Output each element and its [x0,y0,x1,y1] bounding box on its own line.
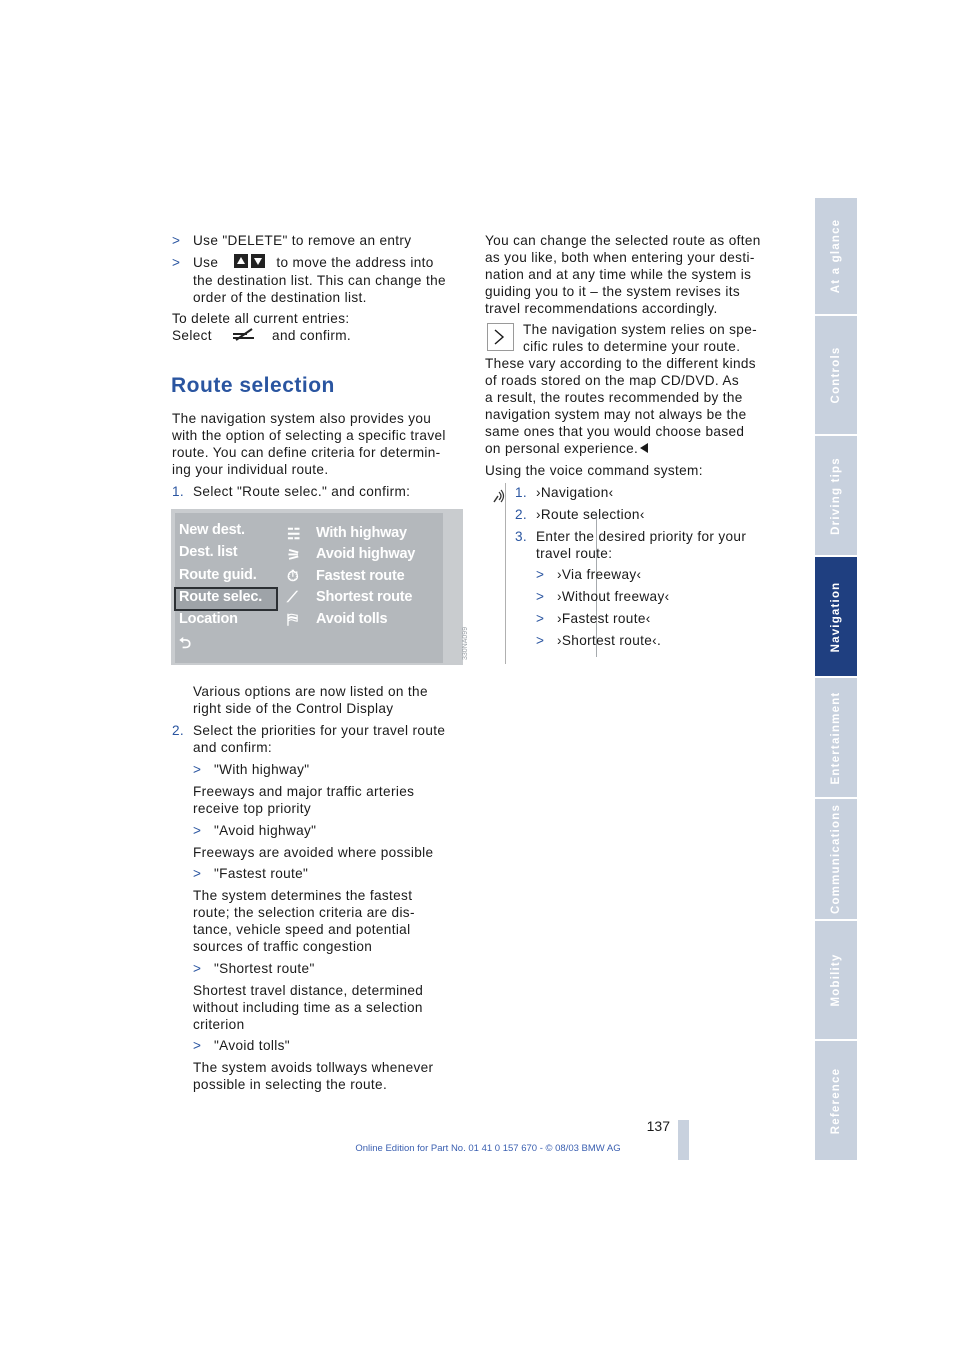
bullet-arrow-icon: > [193,866,202,881]
step-2 [172,722,472,756]
bullet-arrow-icon: > [172,233,181,248]
step-number: 2. [172,723,185,738]
voice-command-text: ›Via freeway‹ [557,567,642,582]
after-image-text [172,683,472,717]
option-avoid-tolls [193,1037,473,1093]
bullet-arrow-icon: > [172,255,181,270]
delete-all-text: To delete all current entries: [172,311,350,326]
bullet-arrow-icon: > [536,633,545,648]
step-text: Enter the desired priority for your [536,529,747,544]
voice-command-text: ›Navigation‹ [536,485,614,500]
note-line: on personal experience. [485,441,639,456]
screen-option: Avoid highway [316,546,416,562]
note-line: These vary according to the different kinds [485,356,756,371]
ruler-icon: ⟋ [287,589,298,606]
paragraph-line: guiding you to it – the system revises its [485,284,740,299]
option-desc: sources of traffic congestion [193,939,373,954]
note-line: a result, the routes recommended by the [485,390,743,405]
option-desc: receive top priority [193,801,312,816]
select-text: Select [172,328,212,343]
screen-option: Fastest route [316,568,405,584]
voice-step-1 [515,484,795,501]
toll-icon: ⛿ [287,611,298,628]
tab-label: Reference [830,1067,842,1134]
note-line: cific rules to determine your route. [523,339,741,354]
step-text: Select the priorities for your travel route [193,723,446,738]
option-title: "Fastest route" [214,866,309,881]
voice-command-text: ›Fastest route‹ [557,611,651,626]
voice-option-without-freeway [536,588,796,605]
bullet-arrow-icon: > [193,762,202,777]
option-title: "With highway" [214,762,310,777]
step-number: 1. [515,485,528,500]
paragraph-line: You can change the selected route as often [485,233,761,248]
avoid-highway-icon: ⚞ [287,547,301,564]
route-change-paragraph [485,232,795,317]
bullet-arrow-icon: > [536,611,545,626]
note-line: navigation system may not always be the [485,407,747,422]
sidebar-tab-entertainment[interactable] [815,678,857,797]
highway-icon: ☵ [287,526,301,543]
screen-menu-item: New dest. [179,522,245,538]
option-desc: The system avoids tollways whenever [193,1060,434,1075]
intro-line: with the option of selecting a specific travel [172,428,446,443]
step-1 [172,483,472,500]
image-code: 330NA099 [462,626,469,660]
tab-label: At a glance [830,218,842,294]
sidebar-tab-navigation[interactable] [815,557,857,676]
voice-divider [505,483,506,664]
paragraph-line: nation and at any time while the system is [485,267,752,282]
voice-option-fastest-route [536,610,796,627]
bullet-text: order of the destination list. [193,290,367,306]
tab-label: Entertainment [830,691,842,784]
tab-label: Mobility [830,953,842,1007]
voice-command-text: ›Without freeway‹ [557,589,670,604]
intro-line: The navigation system also provides you [172,411,432,426]
note-line: The navigation system relies on spe- [523,322,757,337]
screen-option: Avoid tolls [316,611,388,627]
note-line: of roads stored on the map CD/DVD. As [485,373,739,388]
bullet-text: the destination list. This can change the [193,273,446,289]
page-number-bar [678,1120,689,1160]
option-with-highway [193,761,473,817]
paragraph-line: as you like, both when entering your desti- [485,250,755,265]
bullet-arrow-icon: > [536,567,545,582]
sidebar-tab-reference[interactable] [815,1041,857,1160]
voice-command-text: ›Route selection‹ [536,507,645,522]
option-desc: possible in selecting the route. [193,1077,388,1092]
bullet-text: Use [193,255,219,270]
screen-menu-item-selected: Route selec. [179,589,263,605]
bullet-arrow-icon: > [193,961,202,976]
note-paragraph [485,321,795,457]
option-desc: Freeways and major traffic arteries [193,784,415,799]
bullet-arrow-icon: > [536,589,545,604]
sidebar-tab-communications[interactable] [815,799,857,919]
intro-paragraph [172,410,472,478]
option-title: "Avoid tolls" [214,1038,290,1053]
screen-option: Shortest route [316,589,413,605]
step-text: and confirm: [193,740,272,755]
delete-entries-icon [230,327,258,345]
option-desc: Freeways are avoided where possible [193,845,434,860]
option-desc: without including time as a selection [193,1000,423,1015]
step-text: travel route: [536,546,613,561]
section-heading: Route selection [171,374,335,397]
sidebar-tab-at-a-glance[interactable] [815,198,857,314]
option-shortest-route [193,960,473,1033]
control-display-screenshot [171,509,463,665]
bullet-arrow-icon: > [193,1038,202,1053]
step-number: 2. [515,507,528,522]
bullet-move-address [172,254,472,306]
intro-line: ing your individual route. [172,462,329,477]
step-number: 3. [515,529,528,544]
step-text: Select "Route selec." and confirm: [193,484,411,499]
option-fastest-route [193,865,473,955]
option-desc: route; the selection criteria are dis- [193,905,415,920]
voice-command-icon [492,488,506,509]
bullet-delete [172,232,472,249]
tab-label: Driving tips [830,456,842,535]
option-title: "Avoid highway" [214,823,317,838]
sidebar-tab-driving-tips[interactable] [815,436,857,555]
voice-intro: Using the voice command system: [485,463,703,478]
sidebar-tab-controls[interactable] [815,316,857,434]
after-image-line: Various options are now listed on the [193,684,428,699]
tab-label: Controls [830,346,842,404]
online-edition-footer: Online Edition for Part No. 01 41 0 157 670 - © 08/03 BMW AG [355,1143,621,1154]
screen-menu-item: Location [179,611,238,627]
screen-menu-item: Dest. list [179,544,238,560]
move-up-down-icon [234,254,266,272]
sidebar-tab-mobility[interactable] [815,921,857,1039]
voice-step-2 [515,506,795,523]
bullet-arrow-icon: > [193,823,202,838]
option-avoid-highway [193,822,473,861]
clock-icon: ⏱ [287,568,299,585]
note-line: same ones that you would choose based [485,424,745,439]
back-arrow-icon: ⮌ [179,635,192,652]
option-desc: The system determines the fastest [193,888,413,903]
option-title: "Shortest route" [214,961,315,976]
tab-label: Communications [830,803,842,915]
bullet-text: Use "DELETE" to remove an entry [193,233,412,248]
screen-option: With highway [316,525,407,541]
paragraph-line: travel recommendations accordingly. [485,301,718,316]
option-desc: Shortest travel distance, determined [193,983,424,998]
bullet-text: to move the address into [276,255,434,270]
screen-menu-item: Route guid. [179,567,257,583]
voice-step-3 [515,528,795,562]
intro-line: route. You can define criteria for determin- [172,445,441,460]
confirm-text: and confirm. [272,328,352,343]
option-desc: criterion [193,1017,245,1032]
step-number: 1. [172,484,185,499]
after-image-line: right side of the Control Display [193,701,394,716]
delete-all-instructions [172,310,472,345]
page-number: 137 [646,1118,670,1134]
end-mark-icon [640,440,649,457]
voice-command-text: ›Shortest route‹. [557,633,662,648]
tab-label: Navigation [830,581,842,652]
voice-option-via-freeway [536,566,796,583]
voice-option-shortest-route [536,632,796,649]
option-desc: tance, vehicle speed and potential [193,922,411,937]
